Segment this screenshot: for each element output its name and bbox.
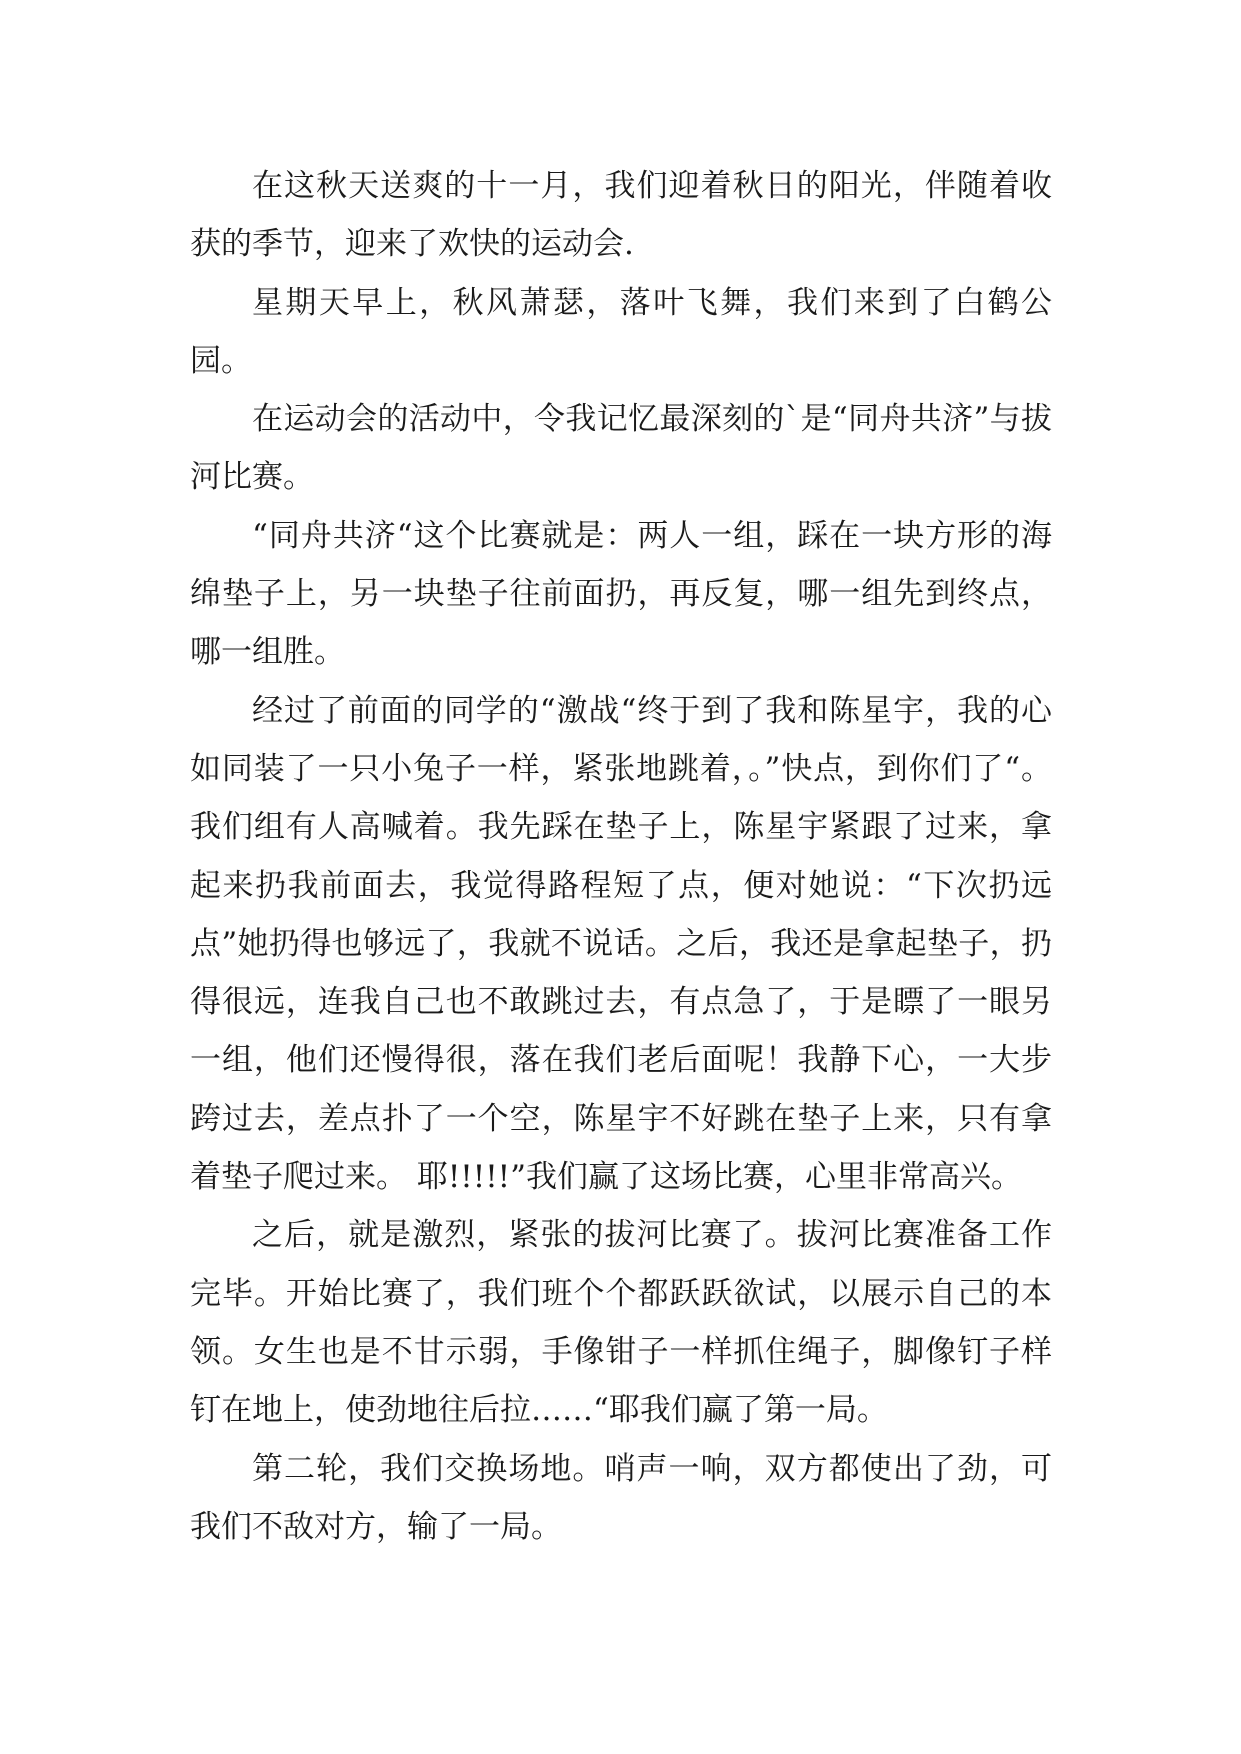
paragraph-1: 在这秋天送爽的十一月，我们迎着秋日的阳光，伴随着收获的季节，迎来了欢快的运动会. — [190, 168, 1052, 263]
paragraph-5: 经过了前面的同学的“激战“终于到了我和陈星宇，我的心如同装了一只小兔子一样，紧张地跳着，。”快点，到你们了“。我们组有人高喊着。我先踩在垫子上，陈星宇紧跟了过来，拿起来扔我前面去，我觉得路程短了点，便对她说：“下次扔远点”她扔得也够远了，我就不说话。之后，我还是拿起垫子，扔得很远，连我自己也不敢跳过去，有点急了，于是瞟了一眼另一组，他们还慢得很，落在我们老后面呢！我静下心，一大步跨过去，差点扑了一个空，陈星宇不好跳在垫子上来，只有拿着垫子爬过来。 耶!!!!!”我们赢了这场比赛，心里非常高兴。 — [190, 692, 1052, 1196]
paragraph-6: 之后，就是激烈，紧张的拔河比赛了。拔河比赛准备工作完毕。开始比赛了，我们班个个都跃跃欲试，以展示自己的本领。女生也是不甘示弱，手像钳子一样抓住绳子，脚像钉子样钉在地上，使劲地往后拉……“耶我们赢了第一局。 — [190, 1217, 1052, 1429]
document-body — [190, 157, 1052, 1556]
paragraph-7: 第二轮，我们交换场地。哨声一响，双方都使出了劲，可我们不敌对方，输了一局。 — [190, 1450, 1052, 1545]
paragraph-4: “同舟共济“这个比赛就是：两人一组，踩在一块方形的海绵垫子上，另一块垫子往前面扔，再反复，哪一组先到终点，哪一组胜。 — [190, 517, 1052, 671]
paragraph-2: 星期天早上，秋风萧瑟，落叶飞舞，我们来到了白鹤公园。 — [190, 284, 1052, 379]
paragraph-3: 在运动会的活动中，令我记忆最深刻的`是“同舟共济”与拔河比赛。 — [190, 401, 1052, 496]
